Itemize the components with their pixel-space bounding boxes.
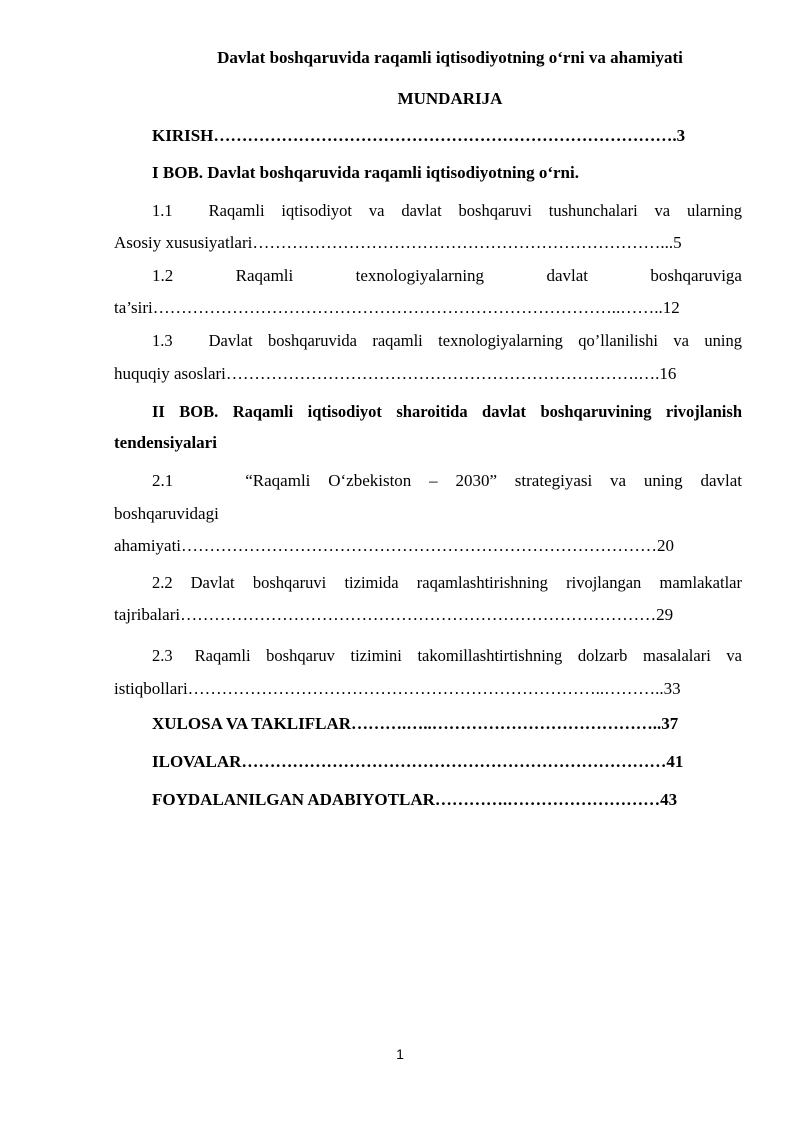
toc-chapter-1: I BOB. Davlat boshqaruvida raqamli iqtisodiyotning o‘rni. xyxy=(152,163,579,182)
toc-entry-1-3-line2 xyxy=(114,363,742,385)
toc-entry-text: “Raqamli O‘zbekiston – 2030” strategiyasi va uning davlat xyxy=(245,471,742,490)
toc-section-number: 2.3 xyxy=(152,646,173,665)
toc-entry-2-1-line3: ahamiyati…………………………………………………………………………20 xyxy=(114,536,675,555)
toc-entry-2-1-line2: boshqaruvidagi xyxy=(114,504,219,523)
toc-entry-kirish: KIRISH……………………………………………………………………….3 xyxy=(152,126,686,145)
toc-chapter-2-line1: II BOB. Raqamli iqtisodiyot sharoitida davlat boshqaruvining rivojlanish xyxy=(152,402,742,421)
toc-word: davlat xyxy=(546,266,588,285)
toc-section-number: 2.1 xyxy=(152,471,174,490)
toc-entry-text: Asosiy xususiyatlari………………………………………………………………...5 xyxy=(114,233,682,252)
toc-section-number: 1.1 xyxy=(152,201,173,220)
toc-entry-text: Davlat boshqaruvi tizimida raqamlashtirishning rivojlangan mamlakatlar xyxy=(190,573,742,592)
toc-word: texnologiyalarning xyxy=(355,266,485,285)
toc-entry-adabiyotlar: FOYDALANILGAN ADABIYOTLAR………….………………………43 xyxy=(152,790,678,809)
toc-entry-xulosa: XULOSA VA TAKLIFLAR……….…..…………………………………..37 xyxy=(152,714,679,733)
toc-section-number: 1.3 xyxy=(152,331,173,350)
toc-word: Raqamli xyxy=(235,266,294,285)
toc-entry-1-1-line1 xyxy=(152,200,742,222)
toc-entry-2-3-line1 xyxy=(152,645,742,667)
document-title: Davlat boshqaruvida raqamli iqtisodiyotning o‘rni va ahamiyati xyxy=(217,48,683,67)
toc-entry-1-1-line2 xyxy=(114,232,742,254)
toc-entry-text: ta’siri………………………………………………………………………..……..12 xyxy=(114,298,680,317)
toc-chapter-2-line2: tendensiyalari xyxy=(114,433,217,452)
toc-entry-2-2-line1 xyxy=(152,572,742,594)
toc-entry-text: Davlat boshqaruvida raqamli texnologiyalarning qo’llanilishi va uning xyxy=(208,331,742,350)
toc-entry-1-2-line2 xyxy=(114,297,742,319)
toc-section-number: 2.2 xyxy=(152,573,173,592)
toc-entry-2-2-line2: tajribalari…………………………………………………………………………29 xyxy=(114,605,674,624)
toc-entry-text: Raqamli iqtisodiyot va davlat boshqaruvi tushunchalari va ularning xyxy=(208,201,742,220)
page-number: 1 xyxy=(396,1046,404,1062)
toc-entry-text: huquqiy asoslari……………………………………………………………….….16 xyxy=(114,364,677,383)
toc-entry-ilovalar: ILOVALAR…………………………………………………………………41 xyxy=(152,752,684,771)
toc-entry-1-3-line1 xyxy=(152,330,742,352)
toc-entry-1-2-line1 xyxy=(152,265,742,287)
toc-word: boshqaruviga xyxy=(650,266,742,285)
toc-entry-text: Raqamli boshqaruv tizimini takomillashtirtishning dolzarb masalalari va xyxy=(194,646,742,665)
toc-heading: MUNDARIJA xyxy=(397,89,503,108)
toc-entry-2-3-line2: istiqbollari………………………………………………………………..………..33 xyxy=(114,679,681,698)
toc-entry-2-1-line1 xyxy=(152,470,742,492)
toc-section-number: 1.2 xyxy=(152,266,174,285)
